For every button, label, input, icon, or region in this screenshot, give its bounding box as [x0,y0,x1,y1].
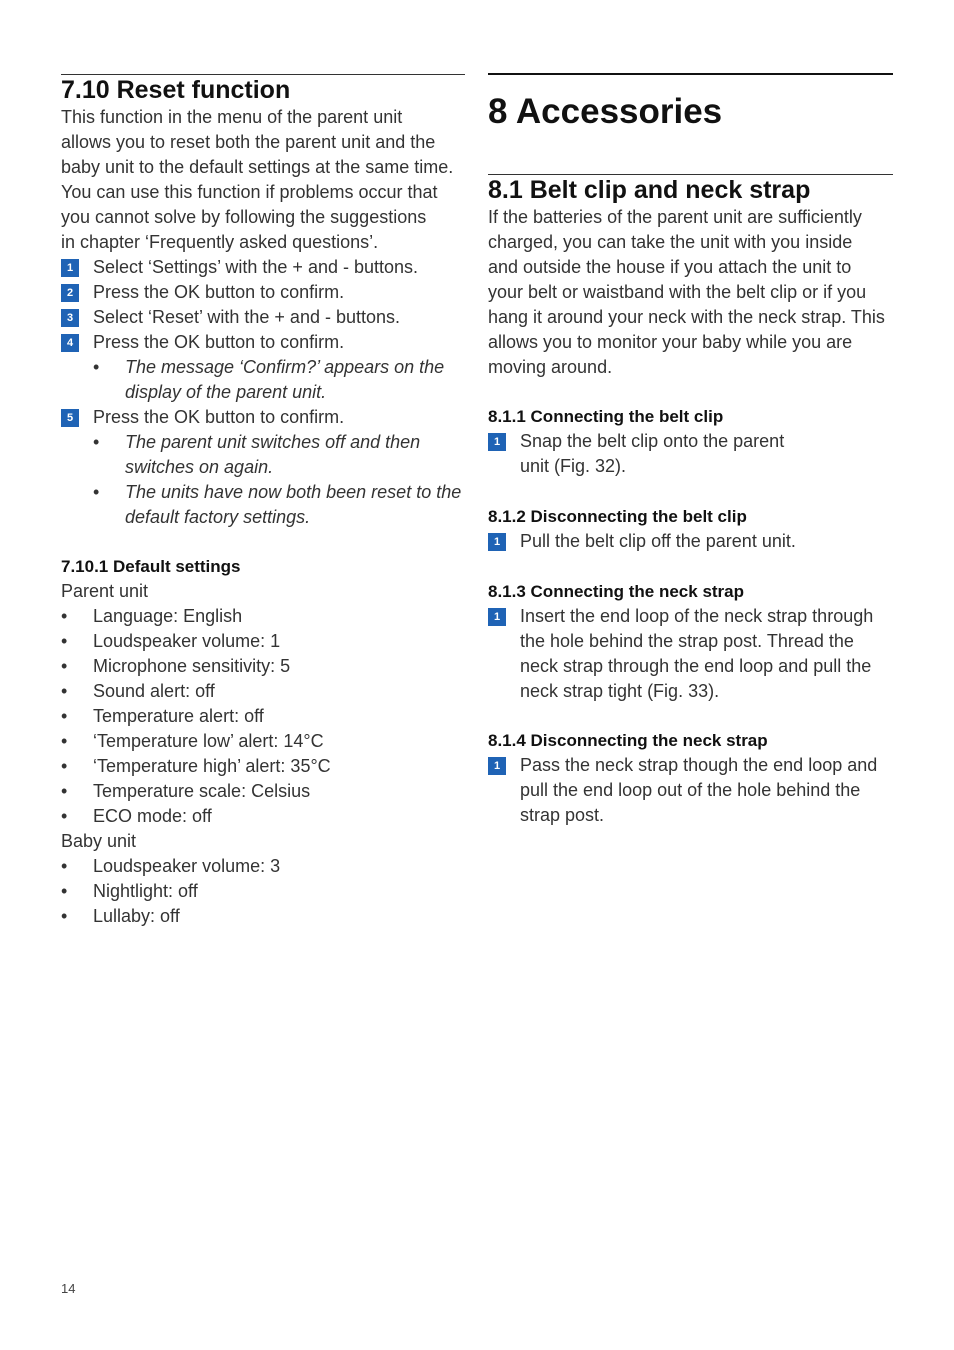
step-number-badge: 1 [488,533,506,551]
intro-line: allows you to monitor your baby while you are [488,332,853,352]
step-text: Press the OK button to confirm. [93,332,345,352]
step-5-note-1 [61,430,465,480]
bullet-mark: • [93,432,100,452]
step-text: Pull the belt clip off the parent unit. [520,531,796,551]
intro-line: and outside the house if you attach the unit to [488,257,852,277]
step-text: unit (Fig. 32). [520,456,627,476]
intro-line: you cannot solve by following the suggestions [61,207,427,227]
step-4-note [61,355,465,405]
step-text: Press the OK button to confirm. [93,407,345,427]
step-1 [488,529,893,554]
right-top-rule [488,73,893,75]
list-item [61,704,465,729]
list-item [61,804,465,829]
bullet-mark: • [61,631,68,651]
note-line: default factory settings. [125,507,311,527]
list-item [61,779,465,804]
note-line: display of the parent unit. [125,382,327,402]
connect-belt-clip-step [488,429,893,479]
bullet-mark: • [61,906,68,926]
default-settings-list [61,579,465,929]
list-item-text: ECO mode: off [93,806,212,826]
subsection-title-disconnect-neck-strap: 8.1.4 Disconnecting the neck strap [488,731,768,750]
list-item-text: Temperature scale: Celsius [93,781,311,801]
bullet-mark: • [61,656,68,676]
bullet-mark: • [93,357,100,377]
step-text: neck strap through the end loop and pull the [520,656,872,676]
step-text: Select ‘Reset’ with the + and - buttons. [93,307,401,327]
step-number-badge: 1 [488,757,506,775]
parent-unit-label: Parent unit [61,581,149,601]
subsection-title-disconnect-belt-clip: 8.1.2 Disconnecting the belt clip [488,507,747,526]
step-number-badge: 1 [488,608,506,626]
list-item-text: ‘Temperature high’ alert: 35°C [93,756,331,776]
note-line: The message ‘Confirm?’ appears on the [125,357,445,377]
step-number-badge: 1 [61,259,79,277]
list-item-text: Microphone sensitivity: 5 [93,656,291,676]
list-item-text: Loudspeaker volume: 3 [93,856,281,876]
list-item [61,854,465,879]
step-text: Select ‘Settings’ with the + and - buttons. [93,257,419,277]
bullet-mark: • [61,706,68,726]
step-2 [61,280,465,305]
list-item-text: Nightlight: off [93,881,198,901]
list-item [61,754,465,779]
intro-line: This function in the menu of the parent unit [61,107,403,127]
chapter-title-accessories: 8 Accessories [488,92,723,131]
list-item [61,904,465,929]
list-item [61,654,465,679]
intro-line: moving around. [488,357,613,377]
intro-line: You can use this function if problems occur that [61,182,438,202]
intro-line: charged, you can take the unit with you inside [488,232,853,252]
belt-clip-intro [488,205,893,380]
step-text: Pass the neck strap though the end loop and [520,755,878,775]
list-item [61,629,465,654]
subsection-title-default-settings: 7.10.1 Default settings [61,557,241,576]
step-text: the hole behind the strap post. Thread the [520,631,854,651]
page-number: 14 [61,1281,76,1296]
intro-line: your belt or waistband with the belt clip or if you [488,282,867,302]
note-line: The units have now both been reset to the [125,482,462,502]
bullet-mark: • [61,681,68,701]
intro-line: baby unit to the default settings at the same time. [61,157,454,177]
intro-line: allows you to reset both the parent unit and the [61,132,436,152]
reset-intro [61,105,465,530]
list-item [61,879,465,904]
list-item-text: ‘Temperature low’ alert: 14°C [93,731,324,751]
step-number-badge: 2 [61,284,79,302]
step-1 [488,429,893,479]
step-1 [488,604,893,704]
step-3 [61,305,465,330]
step-text: Insert the end loop of the neck strap through [520,606,874,626]
bullet-mark: • [61,806,68,826]
disconnect-belt-clip-step [488,529,893,554]
step-text: neck strap tight (Fig. 33). [520,681,720,701]
section-title-reset: 7.10 Reset function [61,76,291,104]
bullet-mark: • [61,781,68,801]
baby-unit-label: Baby unit [61,831,137,851]
bullet-mark: • [61,756,68,776]
list-item [61,679,465,704]
bullet-mark: • [61,606,68,626]
list-item [61,604,465,629]
list-item-text: Temperature alert: off [93,706,264,726]
step-text: pull the end loop out of the hole behind the [520,780,861,800]
step-number-badge: 4 [61,334,79,352]
connect-neck-strap-step [488,604,893,704]
bullet-mark: • [61,731,68,751]
note-line: The parent unit switches off and then [125,432,421,452]
list-item-text: Loudspeaker volume: 1 [93,631,281,651]
disconnect-neck-strap-step [488,753,893,828]
intro-line: hang it around your neck with the neck strap. This [488,307,885,327]
intro-line: in chapter ‘Frequently asked questions’. [61,232,379,252]
list-item-text: Lullaby: off [93,906,180,926]
step-text: Press the OK button to confirm. [93,282,345,302]
list-item [61,729,465,754]
section-title-belt-clip: 8.1 Belt clip and neck strap [488,176,811,204]
step-number-badge: 3 [61,309,79,327]
list-item-text: Language: English [93,606,243,626]
step-5-note-2 [61,480,465,530]
subsection-title-connect-belt-clip: 8.1.1 Connecting the belt clip [488,407,724,426]
step-1 [61,255,465,280]
step-text: strap post. [520,805,605,825]
step-number-badge: 5 [61,409,79,427]
step-5 [61,405,465,430]
step-text: Snap the belt clip onto the parent [520,431,785,451]
note-line: switches on again. [125,457,274,477]
bullet-mark: • [93,482,100,502]
step-4 [61,330,465,355]
list-item-text: Sound alert: off [93,681,215,701]
step-1 [488,753,893,828]
step-number-badge: 1 [488,433,506,451]
intro-line: If the batteries of the parent unit are sufficiently [488,207,862,227]
subsection-title-connect-neck-strap: 8.1.3 Connecting the neck strap [488,582,745,601]
bullet-mark: • [61,881,68,901]
bullet-mark: • [61,856,68,876]
